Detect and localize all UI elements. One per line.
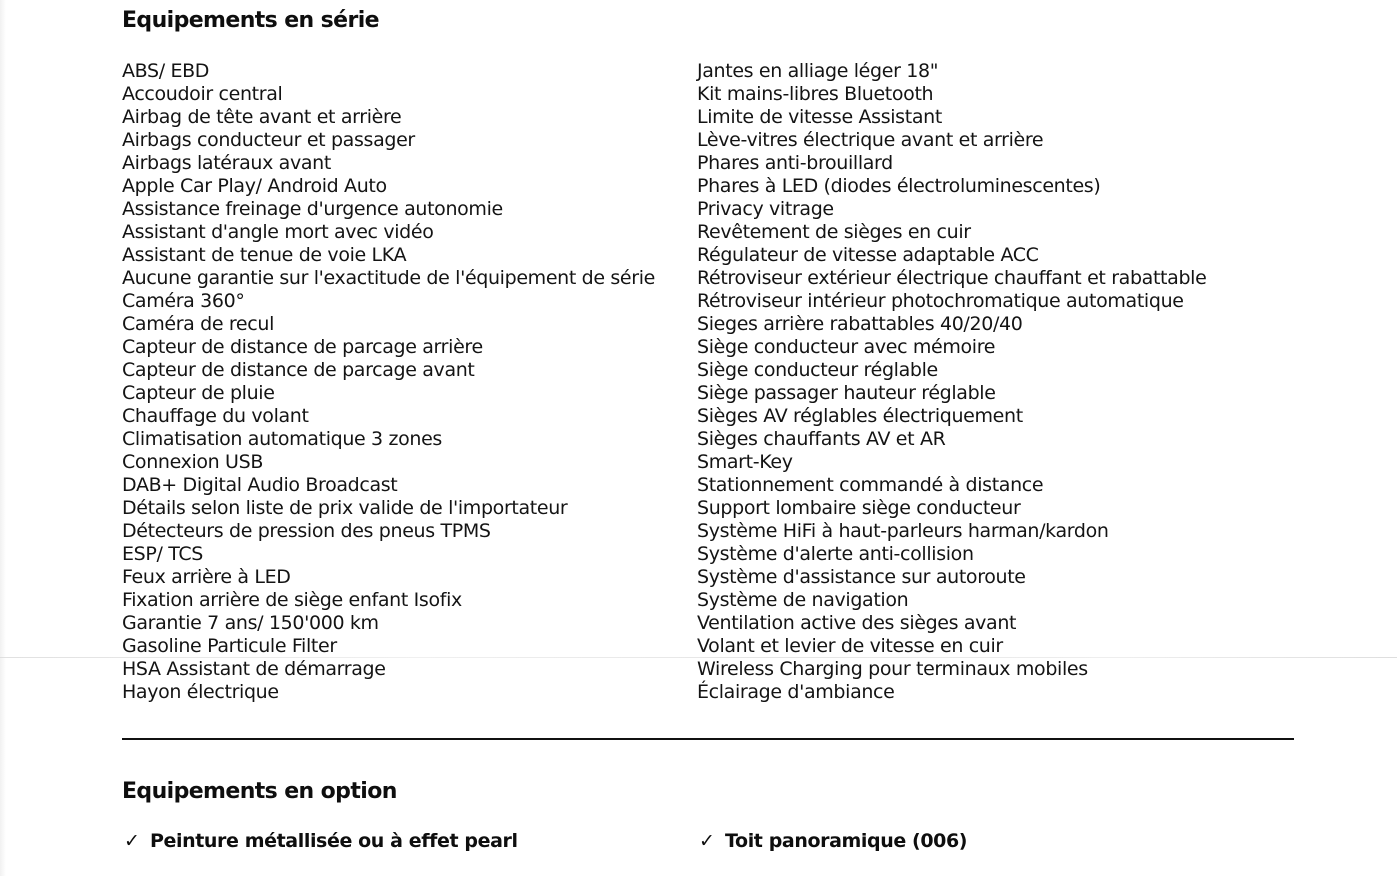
list-item: Siège conducteur réglable [697,359,938,381]
scan-edge-shading [0,0,6,876]
list-item: Connexion USB [122,451,264,473]
option-label: Peinture métallisée ou à effet pearl [150,830,518,852]
list-item: ESP/ TCS [122,543,203,565]
list-item: ABS/ EBD [122,60,210,82]
list-item: Capteur de distance de parcage arrière [122,336,483,358]
list-item: Airbags latéraux avant [122,152,331,174]
list-item: Accoudoir central [122,83,283,105]
list-item: Caméra de recul [122,313,274,335]
list-item: Privacy vitrage [697,198,834,220]
list-item: Stationnement commandé à distance [697,474,1044,496]
standard-equipment-left-column [122,60,655,704]
list-item: Phares à LED (diodes électroluminescentes) [697,175,1101,197]
list-item: Feux arrière à LED [122,566,291,588]
list-item: Limite de vitesse Assistant [697,106,942,128]
list-item: Chauffage du volant [122,405,309,427]
list-item: Garantie 7 ans/ 150'000 km [122,612,379,634]
check-icon: ✓ [124,830,140,852]
list-item: Capteur de pluie [122,382,275,404]
section-divider [122,738,1294,740]
list-item: Jantes en alliage léger 18" [697,60,939,82]
list-item: Phares anti-brouillard [697,152,893,174]
list-item: Assistant de tenue de voie LKA [122,244,407,266]
list-item: Sièges AV réglables électriquement [697,405,1023,427]
list-item: Support lombaire siège conducteur [697,497,1021,519]
list-item: Régulateur de vitesse adaptable ACC [697,244,1039,266]
list-item: Capteur de distance de parcage avant [122,359,475,381]
list-item: DAB+ Digital Audio Broadcast [122,474,398,496]
list-item: Apple Car Play/ Android Auto [122,175,387,197]
list-item: Détecteurs de pression des pneus TPMS [122,520,491,542]
check-icon: ✓ [699,830,715,852]
list-item: Sieges arrière rabattables 40/20/40 [697,313,1023,335]
list-item: Assistance freinage d'urgence autonomie [122,198,503,220]
list-item: Revêtement de sièges en cuir [697,221,971,243]
list-item: Volant et levier de vitesse en cuir [697,635,1003,657]
list-item: Hayon électrique [122,681,279,703]
list-item: Siège conducteur avec mémoire [697,336,996,358]
optional-equipment-heading: Equipements en option [122,779,397,804]
standard-equipment-heading: Equipements en série [122,8,379,33]
list-item: Kit mains-libres Bluetooth [697,83,934,105]
list-item: Détails selon liste de prix valide de l'importateur [122,497,568,519]
list-item: Système de navigation [697,589,909,611]
list-item: Aucune garantie sur l'exactitude de l'équipement de série [122,267,655,289]
list-item: Ventilation active des sièges avant [697,612,1017,634]
list-item: Rétroviseur extérieur électrique chauffant et rabattable [697,267,1207,289]
list-item: Éclairage d'ambiance [697,681,895,703]
list-item: Airbags conducteur et passager [122,129,415,151]
list-item: Caméra 360° [122,290,245,312]
list-item: Système d'alerte anti-collision [697,543,974,565]
list-item: Smart-Key [697,451,793,473]
list-item: Fixation arrière de siège enfant Isofix [122,589,462,611]
list-item: Wireless Charging pour terminaux mobiles [697,658,1088,680]
list-item: Système HiFi à haut-parleurs harman/kardon [697,520,1109,542]
list-item: Lève-vitres électrique avant et arrière [697,129,1044,151]
list-item: Airbag de tête avant et arrière [122,106,402,128]
option-item-paint [124,830,518,852]
option-label: Toit panoramique (006) [725,830,968,852]
list-item: Sièges chauffants AV et AR [697,428,946,450]
list-item: Rétroviseur intérieur photochromatique automatique [697,290,1184,312]
list-item: HSA Assistant de démarrage [122,658,386,680]
list-item: Climatisation automatique 3 zones [122,428,442,450]
standard-equipment-right-column [697,60,1206,704]
list-item: Siège passager hauteur réglable [697,382,996,404]
list-item: Système d'assistance sur autoroute [697,566,1026,588]
option-item-roof [699,830,967,852]
list-item: Gasoline Particule Filter [122,635,337,657]
list-item: Assistant d'angle mort avec vidéo [122,221,434,243]
